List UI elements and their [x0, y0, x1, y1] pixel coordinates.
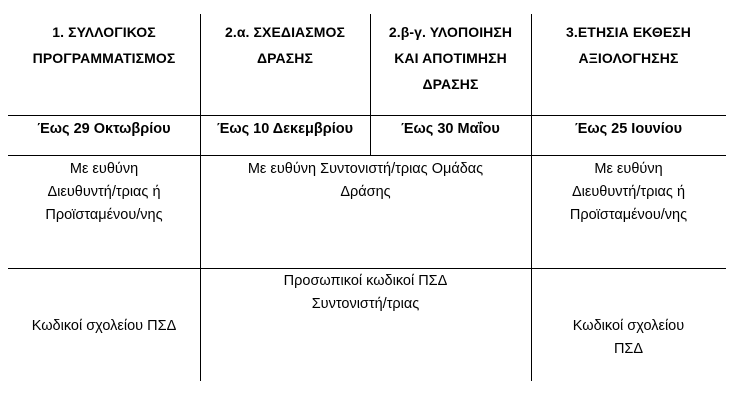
header-cell-collective-planning [8, 19, 200, 71]
header-line: 1. ΣΥΛΛΟΓΙΚΟΣ [52, 24, 156, 40]
table-rule-codes-top [8, 268, 726, 269]
codes-line: Κωδικοί σχολείου ΠΣΔ [31, 318, 177, 334]
header-line: ΔΡΑΣΗΣ [257, 50, 313, 66]
table-rule-deadline-bottom [8, 155, 726, 156]
deadline-cell-col-4 [531, 119, 726, 139]
deadline-cell-col-2 [200, 119, 370, 139]
header-cell-implementation [370, 19, 531, 97]
header-line: 3.ΕΤΗΣΙΑ ΕΚΘΕΣΗ [565, 24, 691, 40]
deadline-text: Έως 25 Ιουνίου [574, 121, 683, 137]
codes-cell-col-1 [8, 315, 200, 338]
deadline-text: Έως 29 Οκτωβρίου [37, 121, 171, 137]
deadline-text: Έως 10 Δεκεμβρίου [216, 121, 354, 137]
responsibility-line: Με ευθύνη [594, 161, 663, 177]
header-line: ΚΑΙ ΑΠΟΤΙΜΗΣΗ [394, 50, 507, 66]
header-line: 2.β-γ. ΥΛΟΠΟΙΗΣΗ [388, 24, 513, 40]
codes-line: Συντονιστή/τριας [311, 296, 420, 312]
responsibility-line: Προϊσταμένου/νης [569, 207, 688, 223]
header-cell-action-design [200, 19, 370, 71]
header-line: ΠΡΟΓΡΑΜΜΑΤΙΣΜΟΣ [32, 50, 176, 66]
responsibility-line: Προϊσταμένου/νης [45, 207, 163, 223]
responsibility-line: Διευθυντή/τριας ή [571, 184, 686, 200]
header-line: 2.α. ΣΧΕΔΙΑΣΜΟΣ [224, 24, 346, 40]
codes-cell-middle [200, 270, 531, 316]
header-line: ΔΡΑΣΗΣ [422, 76, 479, 92]
header-cell-annual-report [531, 19, 726, 71]
table-rule-deadline-top [8, 115, 726, 116]
deadline-cell-col-3 [370, 119, 531, 139]
deadline-cell-col-1 [8, 119, 200, 139]
responsibility-line: Δράσης [340, 184, 391, 200]
header-line: ΑΞΙΟΛΟΓΗΣΗΣ [578, 50, 679, 66]
deadline-text: Έως 30 Μαΐου [401, 121, 500, 137]
codes-line: Προσωπικοί κωδικοί ΠΣΔ [283, 273, 448, 289]
responsibility-cell-col-1 [8, 158, 200, 227]
responsibility-line: Με ευθύνη Συντονιστή/τριας Ομάδας [247, 161, 484, 177]
responsibility-line: Με ευθύνη [69, 161, 139, 177]
codes-cell-col-4 [531, 315, 726, 361]
responsibility-cell-col-4 [531, 158, 726, 227]
responsibility-line: Διευθυντή/τριας ή [47, 184, 161, 200]
responsibility-cell-middle [200, 158, 531, 204]
codes-line: ΠΣΔ [613, 341, 644, 357]
codes-line: Κωδικοί σχολείου [572, 318, 685, 334]
